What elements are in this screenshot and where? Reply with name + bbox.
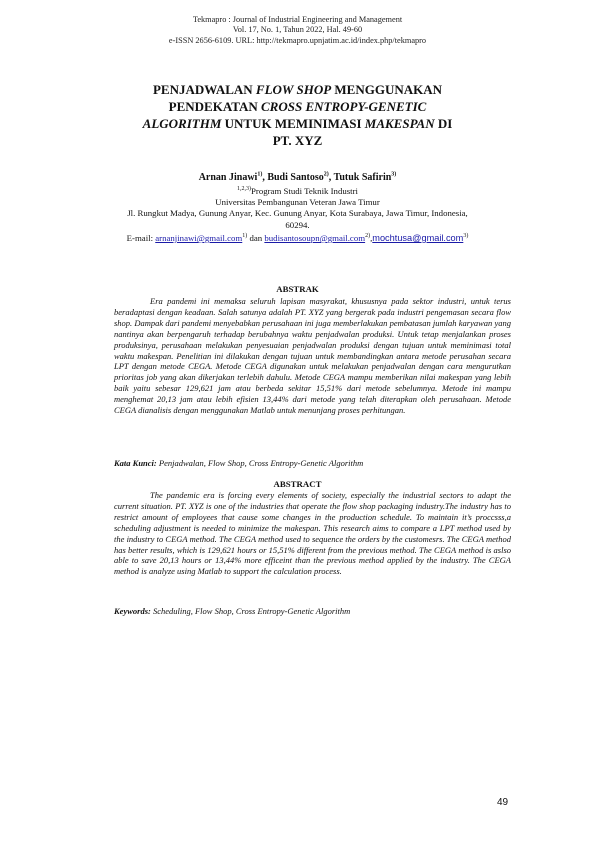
author-list	[0, 172, 595, 184]
author-sup: 2)	[323, 171, 329, 178]
keywords-label: Keywords:	[114, 606, 151, 616]
affiliation-sup: 1,2,3)	[237, 186, 251, 193]
email-sup: 2)	[365, 233, 371, 240]
affiliation-postal: 60294.	[285, 219, 310, 230]
keywords-text: Penjadwalan, Flow Shop, Cross Entropy-Genetic Algorithm	[156, 458, 364, 468]
email-link-1[interactable]: arnanjinawi@gmail.com	[155, 233, 243, 243]
page-number: 49	[497, 797, 509, 808]
abstrak-keywords	[114, 458, 511, 469]
email-line	[0, 233, 595, 244]
abstract-body	[114, 490, 511, 577]
paper-title	[0, 81, 595, 149]
abstrak-body	[114, 296, 511, 416]
journal-name: Tekmapro : Journal of Industrial Engineering and Management	[192, 15, 403, 24]
title-part: UNTUK MEMINIMASI	[221, 116, 365, 131]
title-part: PENDEKATAN	[168, 99, 261, 114]
email-link-2[interactable]: budisantosoupn@gmail.com	[264, 233, 366, 243]
journal-url: e-ISSN 2656-6109. URL: http://tekmapro.upnjatim.ac.id/index.php/tekmapro	[168, 35, 427, 45]
title-part: PT. XYZ	[272, 133, 323, 148]
email-sup: 3)	[463, 233, 469, 240]
title-part: DI	[434, 116, 453, 131]
author-name: Arnan Jinawi	[198, 172, 258, 183]
email-comma: ,	[370, 233, 373, 243]
affiliation-program: Program Studi Teknik Industri	[251, 186, 358, 196]
title-part: MENGGUNAKAN	[331, 82, 443, 97]
author-name: Budi Santoso	[267, 172, 324, 183]
journal-header	[0, 15, 595, 46]
author-sep: ,	[328, 172, 334, 183]
title-part-italic: MAKESPAN	[364, 116, 435, 131]
abstract-heading: ABSTRACT	[273, 479, 322, 489]
title-part: PENJADWALAN	[152, 82, 256, 97]
title-part-italic: CROSS ENTROPY-GENETIC	[261, 99, 427, 114]
author-sup: 3)	[391, 171, 397, 178]
email-prefix: E-mail:	[126, 233, 156, 243]
email-and: dan	[247, 233, 265, 243]
affiliation-university: Universitas Pembangunan Veteran Jawa Timur	[215, 197, 380, 208]
title-part-italic: FLOW SHOP	[255, 82, 332, 97]
abstrak-text: Era pandemi ini memaksa seluruh lapisan masyrakat, khususnya pada sektor industri, untuk terus beradaptasi dengan keadaan. Salah satunya adalah PT. XYZ yang bergerak pada industri pengemasan secara flow shop. Dampak dari pandemi menyebabkan perusahaan ini juga memberlakukan pembatasan jumlah karyawan yang nantinya akan berpengaruh terhadap berubahnya waktu penjadwalan produksi. Untuk tetap menjalankan proses produksinya, perusahaan melakukan penyesuaian penjadwalan produksi dengan tujuan untuk meminimasi total waktu makespan. Penelitian ini dilakukan dengan tujuan untuk membandingkan antara metode perusahan secara LPT dengan metode CEGA. Metode CEGA digunakan untuk melakukan penjadwalan dengan cara mengurutkan prioritas job yang akan dikerjakan terlebih dahulu. Metode CEGA mampu memberikan nilai makespan yang lebih baik yaitu sebesar 129,621 jam atau berbeda sekitar 15,51% dari metode sebelumnya. Metode ini mampu menghemat 20,13 jam atau lebih efisien 13,44% dari metode yang telah diterapkan oleh perusahaan. Metode CEGA dianalisis dengan menggunakan Matlab untuk menunjang proses perhitungan.	[114, 296, 511, 416]
email-sup: 1)	[242, 233, 248, 240]
abstract-text: The pandemic era is forcing every elements of society, especially the industrial sectors to adapt the current situation. PT. XYZ is one of the industries that operate the flow shop packaging industry.The industry has to restrict amount of employees that cause some changes in the production schedule. To maintain it’s proccsss,a scheduling adjustment is needed to minimize the makespan. This research aims to compare a LPT method used by the industry to CEGA method. The CEGA method used to sequence the orders by the customesrs. The CEGA method has better results, which is 129,621 hours or 15,51% different from the previous method. The CEGA method is aslso able to save 20,13 hours or 13,44% more efficeint than the previous method applied by the industry. The CEGA method is analyze using Matlab to support the calculation process.	[114, 490, 511, 577]
keywords-label: Kata Kunci:	[114, 458, 157, 468]
affiliation-address: Jl. Rungkut Madya, Gunung Anyar, Kec. Gunung Anyar, Kota Surabaya, Jawa Timur, Indonesia,	[127, 208, 468, 219]
abstrak-heading: ABSTRAK	[276, 284, 319, 294]
title-part-italic: ALGORITHM	[142, 116, 222, 131]
abstract-keywords	[114, 606, 511, 617]
journal-volume: Vol. 17, No. 1, Tahun 2022, Hal. 49-60	[232, 25, 363, 35]
author-sep: ,	[262, 172, 268, 183]
email-link-3[interactable]: mochtusa@gmail.com	[372, 233, 464, 243]
keywords-text: Scheduling, Flow Shop, Cross Entropy-Genetic Algorithm	[150, 606, 351, 616]
author-sup: 1)	[257, 171, 263, 178]
affiliation	[0, 186, 595, 231]
author-name: Tutuk Safirin	[333, 172, 392, 183]
